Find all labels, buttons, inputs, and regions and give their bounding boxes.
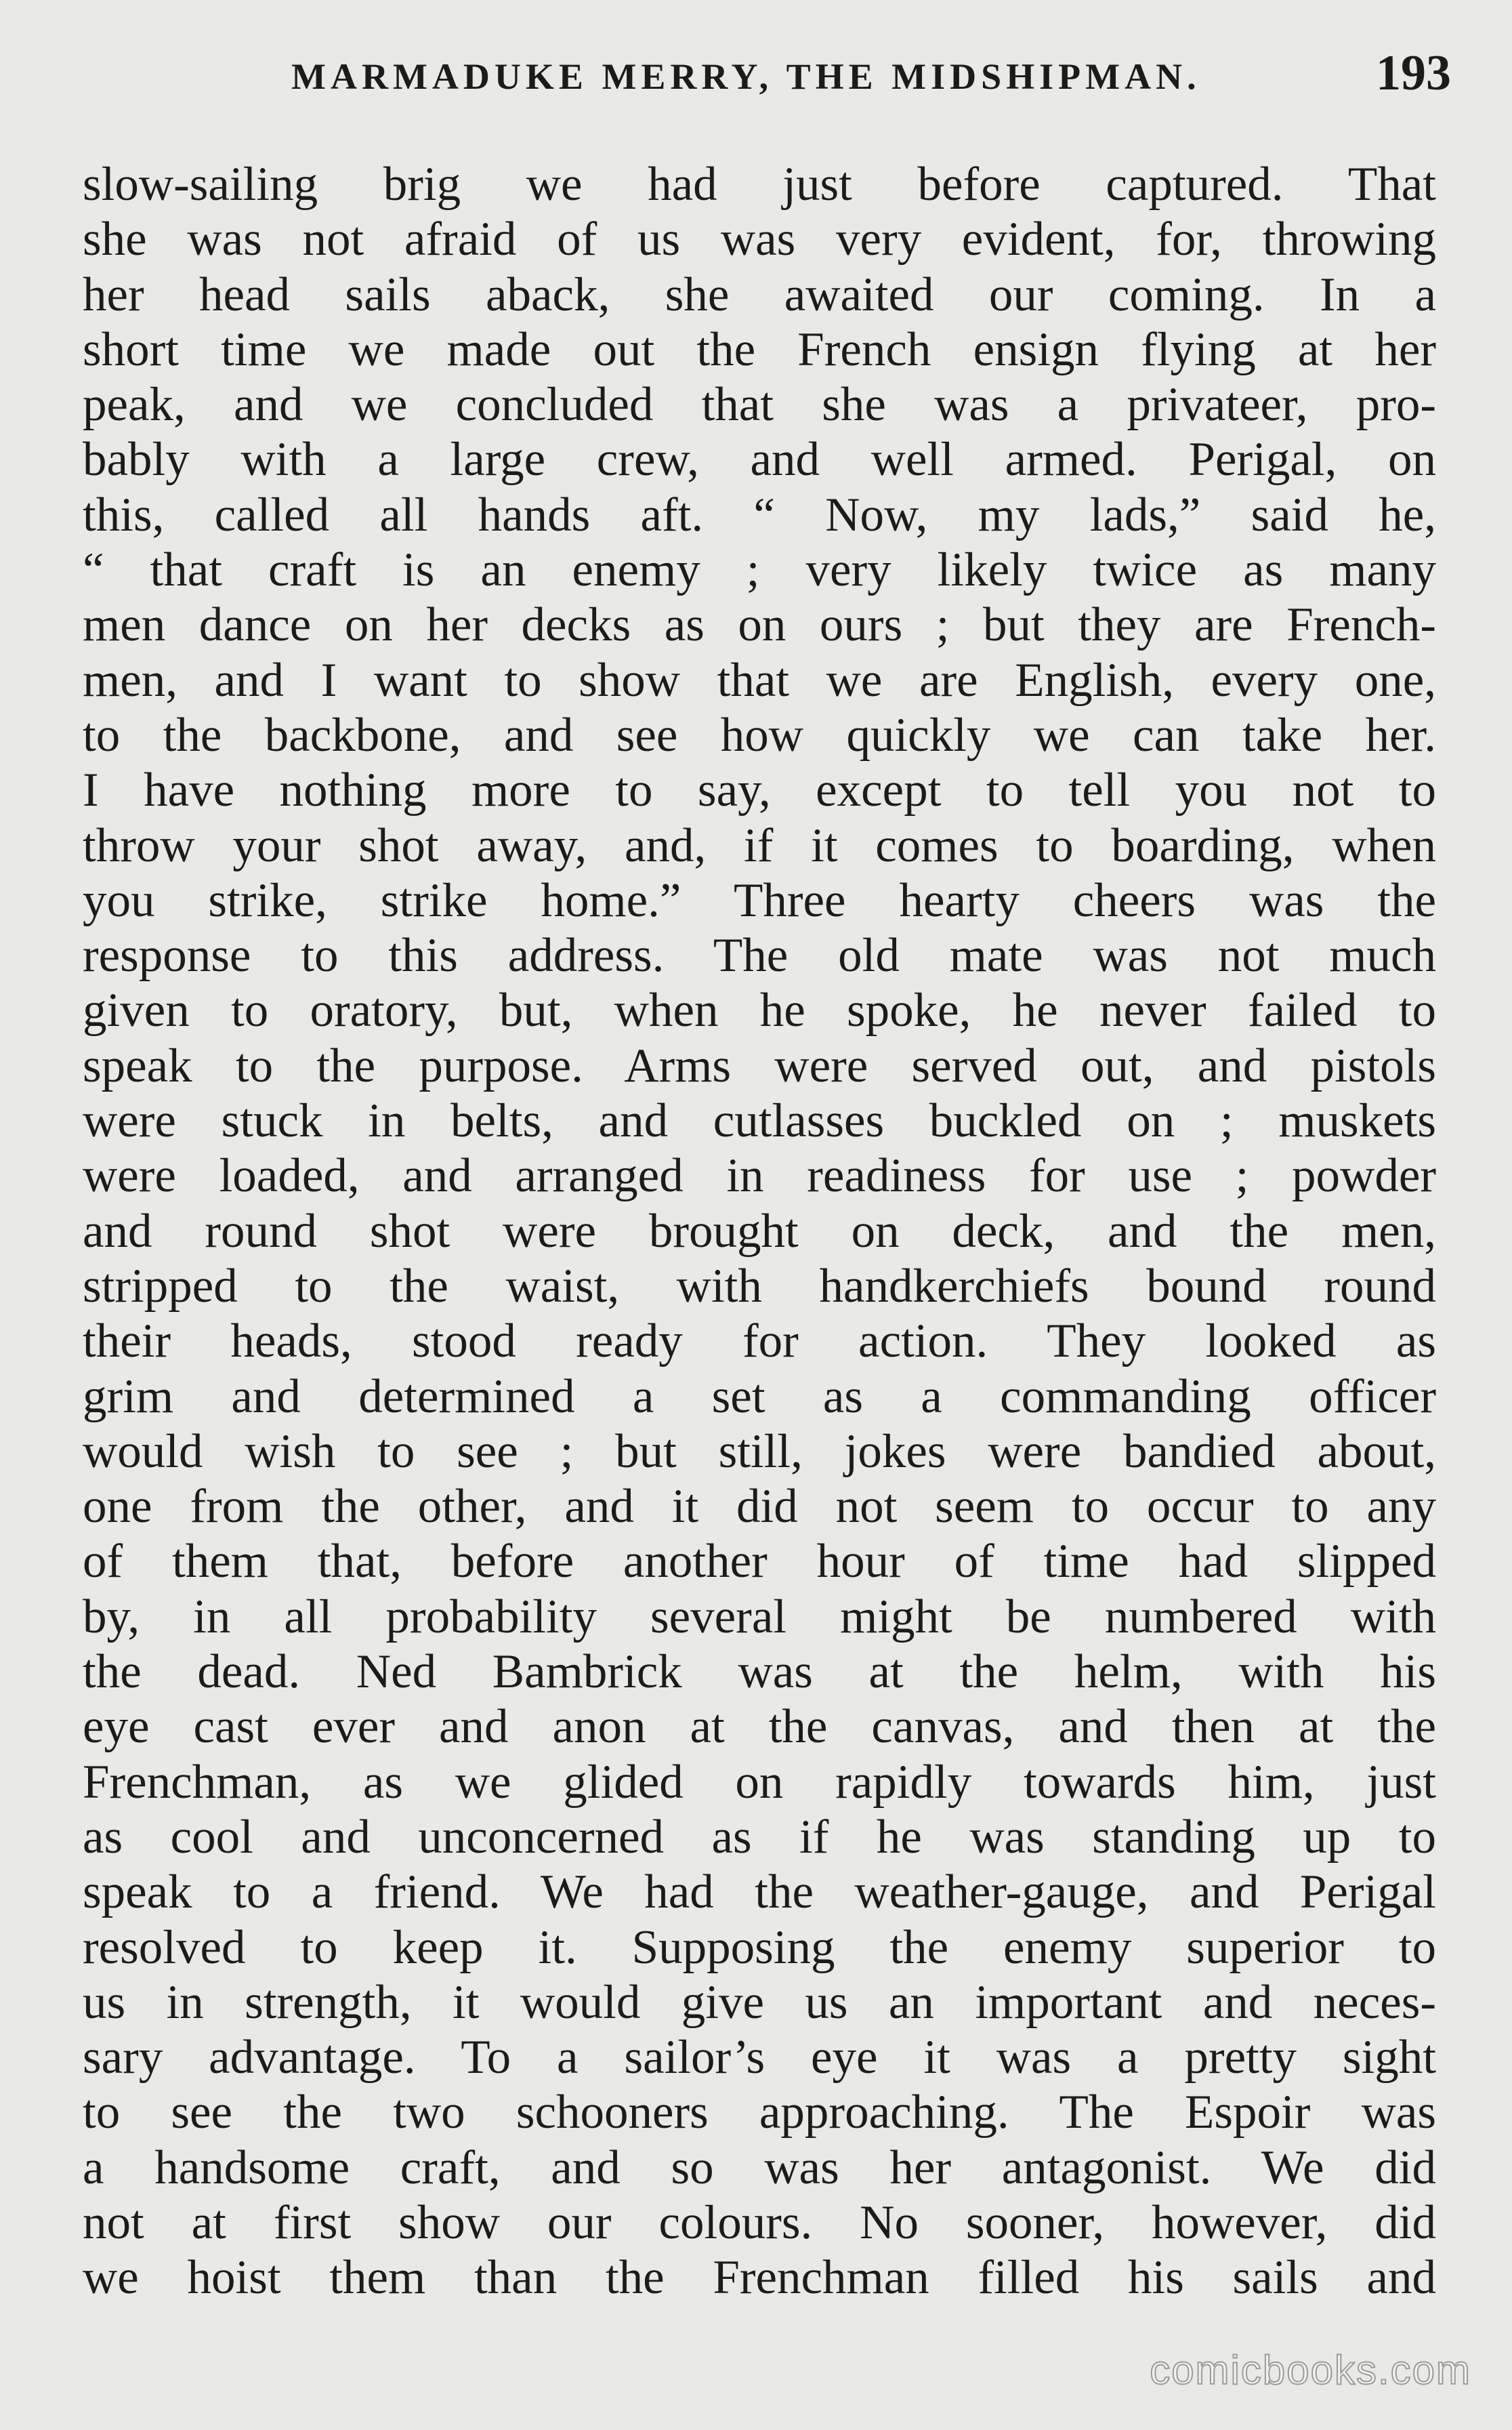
running-title: MARMADUKE MERRY, THE MIDSHIPMAN. [291, 56, 1201, 97]
text-line: resolved to keep it. Supposing the enemy superior to [83, 1920, 1436, 1974]
text-line: peak, and we concluded that she was a privateer, pro- [83, 378, 1436, 432]
text-line: we hoist them than the Frenchman filled his sails and [83, 2251, 1436, 2305]
text-line: men dance on her decks as on ours ; but they are French- [83, 598, 1436, 652]
text-line: stripped to the waist, with handkerchiefs bound round [83, 1259, 1436, 1313]
text-line: would wish to see ; but still, jokes were bandied about, [83, 1424, 1436, 1478]
text-line: and round shot were brought on deck, and the men, [83, 1204, 1436, 1258]
text-line: response to this address. The old mate was not much [83, 929, 1436, 983]
text-line: one from the other, and it did not seem to occur to any [83, 1480, 1436, 1533]
text-line: short time we made out the French ensign flying at her [83, 323, 1436, 376]
body-text [83, 157, 1436, 2306]
text-line: she was not afraid of us was very evident, for, throwing [83, 213, 1436, 266]
text-line: to see the two schooners approaching. The Espoir was [83, 2086, 1436, 2139]
text-line: I have nothing more to say, except to tell you not to [83, 764, 1436, 817]
text-line: throw your shot away, and, if it comes to boarding, when [83, 819, 1436, 872]
text-line: this, called all hands aft. “ Now, my lads,” said he, [83, 488, 1436, 541]
text-line: given to oratory, but, when he spoke, he never failed to [83, 984, 1436, 1037]
text-line: a handsome craft, and so was her antagonist. We did [83, 2141, 1436, 2194]
text-line: grim and determined a set as a commanding officer [83, 1370, 1436, 1423]
text-line: Frenchman, as we glided on rapidly towards him, just [83, 1755, 1436, 1809]
text-line: their heads, stood ready for action. They looked as [83, 1315, 1436, 1368]
text-line: the dead. Ned Bambrick was at the helm, with his [83, 1645, 1436, 1699]
text-line: were stuck in belts, and cutlasses buckled on ; muskets [83, 1094, 1436, 1148]
text-line: speak to the purpose. Arms were served out, and pistols [83, 1039, 1436, 1092]
text-line: by, in all probability several might be numbered with [83, 1590, 1436, 1643]
text-line: you strike, strike home.” Three hearty cheers was the [83, 873, 1436, 927]
text-line: “ that craft is an enemy ; very likely twice as many [83, 543, 1436, 597]
text-line: speak to a friend. We had the weather-gauge, and Perigal [83, 1866, 1436, 1919]
text-line: us in strength, it would give us an important and neces- [83, 1975, 1436, 2029]
text-line: were loaded, and arranged in readiness for use ; powder [83, 1149, 1436, 1203]
text-line: men, and I want to show that we are English, every one, [83, 653, 1436, 707]
text-line: as cool and unconcerned as if he was standing up to [83, 1810, 1436, 1863]
text-line: eye cast ever and anon at the canvas, and then at the [83, 1700, 1436, 1754]
text-line: her head sails aback, she awaited our coming. In a [83, 268, 1436, 321]
text-line: bably with a large crew, and well armed. Perigal, on [83, 433, 1436, 487]
text-line: to the backbone, and see how quickly we can take her. [83, 708, 1436, 762]
watermark: comicbooks.com [1150, 2347, 1471, 2393]
text-line: of them that, before another hour of time had slipped [83, 1535, 1436, 1588]
text-line: not at first show our colours. No sooner, however, did [83, 2196, 1436, 2249]
text-line: slow-sailing brig we had just before captured. That [83, 158, 1436, 211]
page-number: 193 [1376, 45, 1451, 101]
text-line: sary advantage. To a sailor’s eye it was a pretty sight [83, 2031, 1436, 2084]
